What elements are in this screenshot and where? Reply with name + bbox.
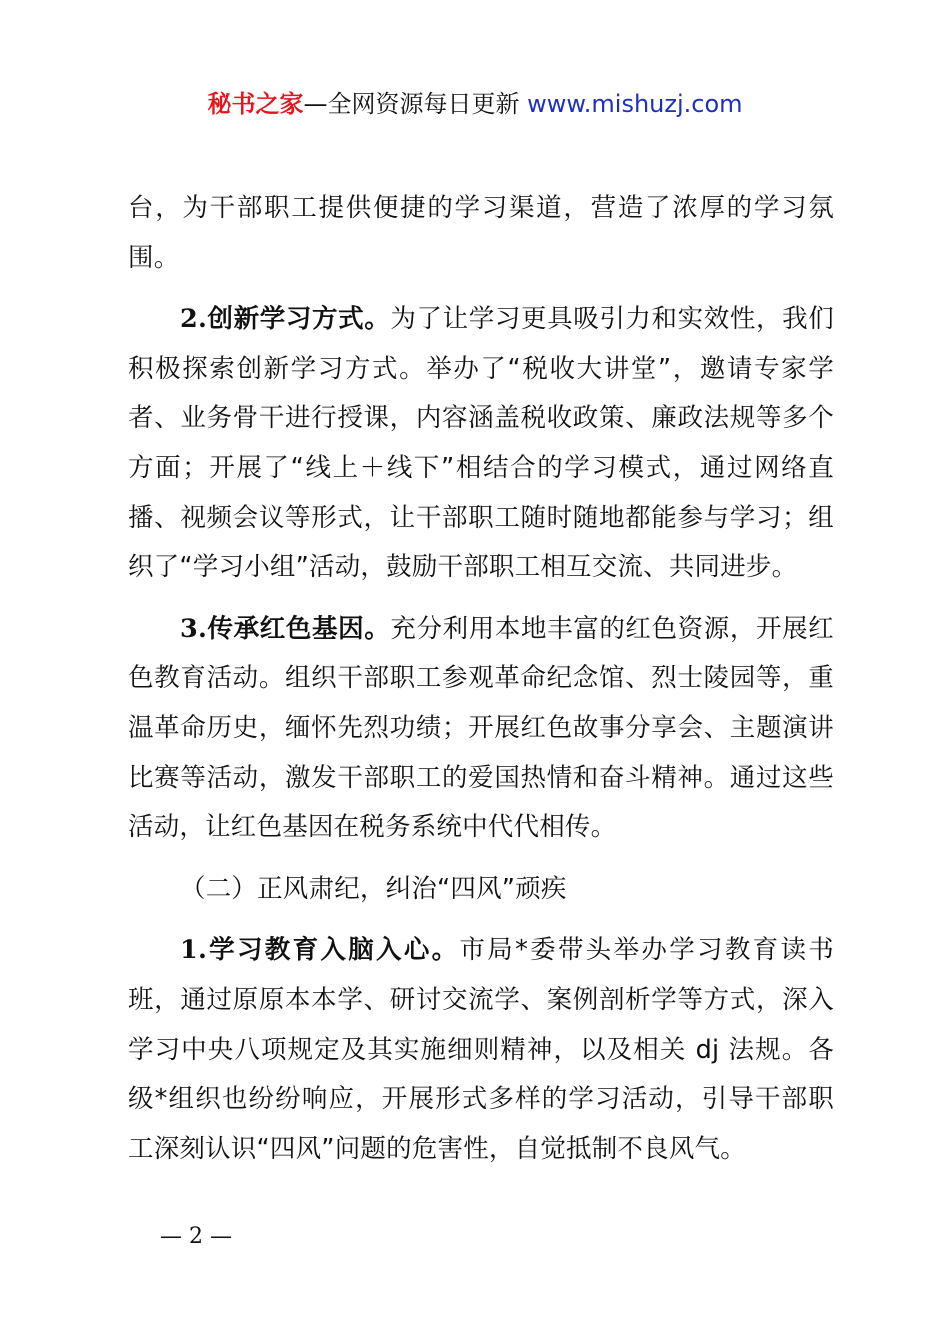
site-header	[0, 86, 950, 122]
paragraph-text: 台，为干部职工提供便捷的学习渠道，营造了浓厚的学习氛围。	[128, 193, 834, 273]
header-tagline: —全网资源每日更新	[303, 90, 528, 118]
paragraph-text: 充分利用本地丰富的红色资源，开展红色教育活动。组织干部职工参观革命纪念馆、烈士陵园等，重温革命历史，缅怀先烈功绩；开展红色故事分享会、主题演讲比赛等活动，激发干部职工的爱国热情和奋斗精神。通过这些活动，让红色基因在税务系统中代代相传。	[128, 613, 834, 843]
item-number: 3.	[180, 613, 208, 644]
page-number: — 2 —	[160, 1224, 232, 1249]
site-url-link[interactable]: www.mishuzj.com	[527, 90, 743, 118]
item-title: 创新学习方式。	[207, 304, 391, 335]
section-heading-text: （二）正风肃纪，纠治“四风”顽疾	[180, 873, 567, 904]
paragraph-innovate-learning	[128, 295, 834, 593]
paragraph-text: 为了让学习更具吸引力和实效性，我们积极探索创新学习方式。举办了“税收大讲堂”，邀请专家学者、业务骨干进行授课，内容涵盖税收政策、廉政法规等多个方面；开展了“线上＋线下”相结合的学习模式，通过网络直播、视频会议等形式，让干部职工随时随地都能参与学习；组织了“学习小组”活动，鼓励干部职工相互交流、共同进步。	[128, 304, 834, 583]
paragraph-continued	[128, 184, 834, 283]
brand-name: 秘书之家	[207, 90, 304, 118]
paragraph-study-education	[128, 926, 834, 1174]
section-heading	[128, 865, 834, 915]
item-number: 2.	[180, 304, 208, 335]
paragraph-red-gene	[128, 605, 834, 853]
paragraph-text: 市局*委带头举办学习教育读书班，通过原原本本学、研讨交流学、案例剖析学等方式，深入学习中央八项规定及其实施细则精神，以及相关 dj 法规。各级*组织也纷纷响应，开展形式多样的学习活动，引导干部职工深刻认识“四风”问题的危害性，自觉抵制不良风气。	[128, 935, 834, 1164]
document-body	[128, 184, 834, 1174]
item-number: 1.	[180, 935, 208, 966]
item-title: 传承红色基因。	[207, 613, 391, 644]
item-title: 学习教育入脑入心。	[207, 935, 460, 966]
